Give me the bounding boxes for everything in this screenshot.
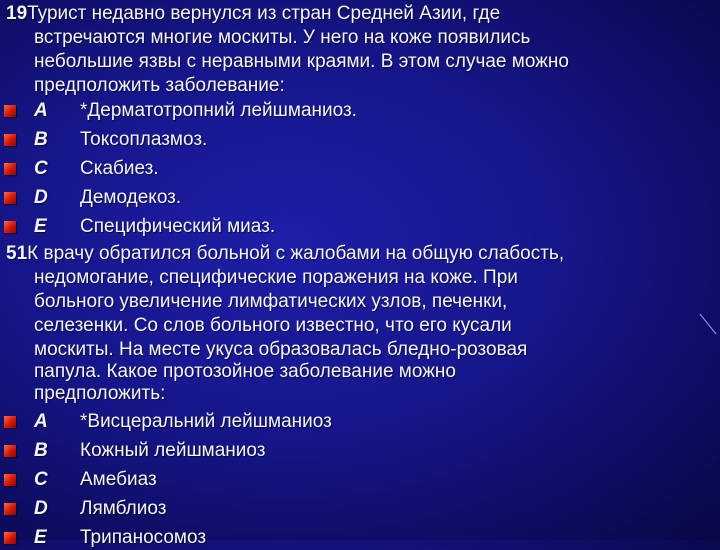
option-text: Токсоплазмоз. bbox=[80, 129, 208, 150]
answer-option bbox=[34, 468, 157, 492]
option-letter: D bbox=[34, 498, 48, 519]
bullet-icon bbox=[4, 134, 16, 146]
question-text: встречаются многие москиты. У него на коже появились bbox=[34, 27, 531, 48]
answer-option bbox=[34, 99, 357, 123]
question-text: К врачу обратился больной с жалобами на общую слабость, bbox=[27, 243, 565, 264]
bullet-icon bbox=[4, 503, 16, 515]
option-letter: C bbox=[34, 469, 48, 490]
option-text: Демодекоз. bbox=[80, 187, 182, 208]
option-letter: E bbox=[34, 216, 47, 237]
option-text: Лямблиоз bbox=[80, 498, 167, 519]
answer-option bbox=[34, 128, 207, 152]
question-text: предположить: bbox=[34, 383, 166, 404]
question-text: больного увеличение лимфатических узлов, печенки, bbox=[34, 291, 508, 312]
question-text: недомогание, специфические поражения на коже. При bbox=[34, 267, 518, 288]
answer-option bbox=[34, 439, 265, 463]
answer-option bbox=[34, 186, 181, 210]
question-text: москиты. На месте укуса образовалась бледно-розовая bbox=[34, 339, 528, 360]
answer-option bbox=[34, 497, 166, 521]
option-text: Скабиез. bbox=[80, 158, 159, 179]
option-letter: B bbox=[34, 129, 48, 150]
option-letter: A bbox=[34, 100, 48, 121]
answer-option bbox=[34, 526, 206, 550]
option-text: *Дерматотропний лейшманиоз. bbox=[80, 100, 357, 121]
question-text: папула. Какое протозойное заболевание можно bbox=[34, 361, 456, 382]
option-text: *Висцеральний лейшманиоз bbox=[80, 411, 332, 432]
bullet-icon bbox=[4, 192, 16, 204]
bullet-icon bbox=[4, 416, 16, 428]
question-text: небольшие язвы с неравными краями. В этом случае можно bbox=[34, 51, 569, 72]
question-number: 19 bbox=[6, 3, 28, 24]
option-text: Кожный лейшманиоз bbox=[80, 440, 266, 461]
question-number: 51 bbox=[6, 243, 28, 264]
option-text: Специфический миаз. bbox=[80, 216, 276, 237]
decorative-stroke-icon bbox=[698, 312, 718, 338]
question-19-first-line bbox=[6, 2, 500, 26]
bullet-icon bbox=[4, 532, 16, 544]
answer-option bbox=[34, 215, 275, 239]
bullet-icon bbox=[4, 445, 16, 457]
bullet-icon bbox=[4, 221, 16, 233]
option-text: Трипаносомоз bbox=[80, 527, 207, 548]
question-text: предположить заболевание: bbox=[34, 75, 285, 96]
question-text: Турист недавно вернулся из стран Средней Азии, где bbox=[27, 3, 501, 24]
question-text: селезенки. Со слов больного известно, что его кусали bbox=[34, 315, 512, 336]
option-letter: A bbox=[34, 411, 48, 432]
answer-option bbox=[34, 157, 159, 181]
option-text: Амебиаз bbox=[80, 469, 157, 490]
bullet-icon bbox=[4, 474, 16, 486]
option-letter: D bbox=[34, 187, 48, 208]
option-letter: B bbox=[34, 440, 48, 461]
answer-option bbox=[34, 410, 332, 434]
bullet-icon bbox=[4, 163, 16, 175]
option-letter: C bbox=[34, 158, 48, 179]
question-51-first-line bbox=[6, 242, 564, 266]
option-letter: E bbox=[34, 527, 47, 548]
bullet-icon bbox=[4, 105, 16, 117]
